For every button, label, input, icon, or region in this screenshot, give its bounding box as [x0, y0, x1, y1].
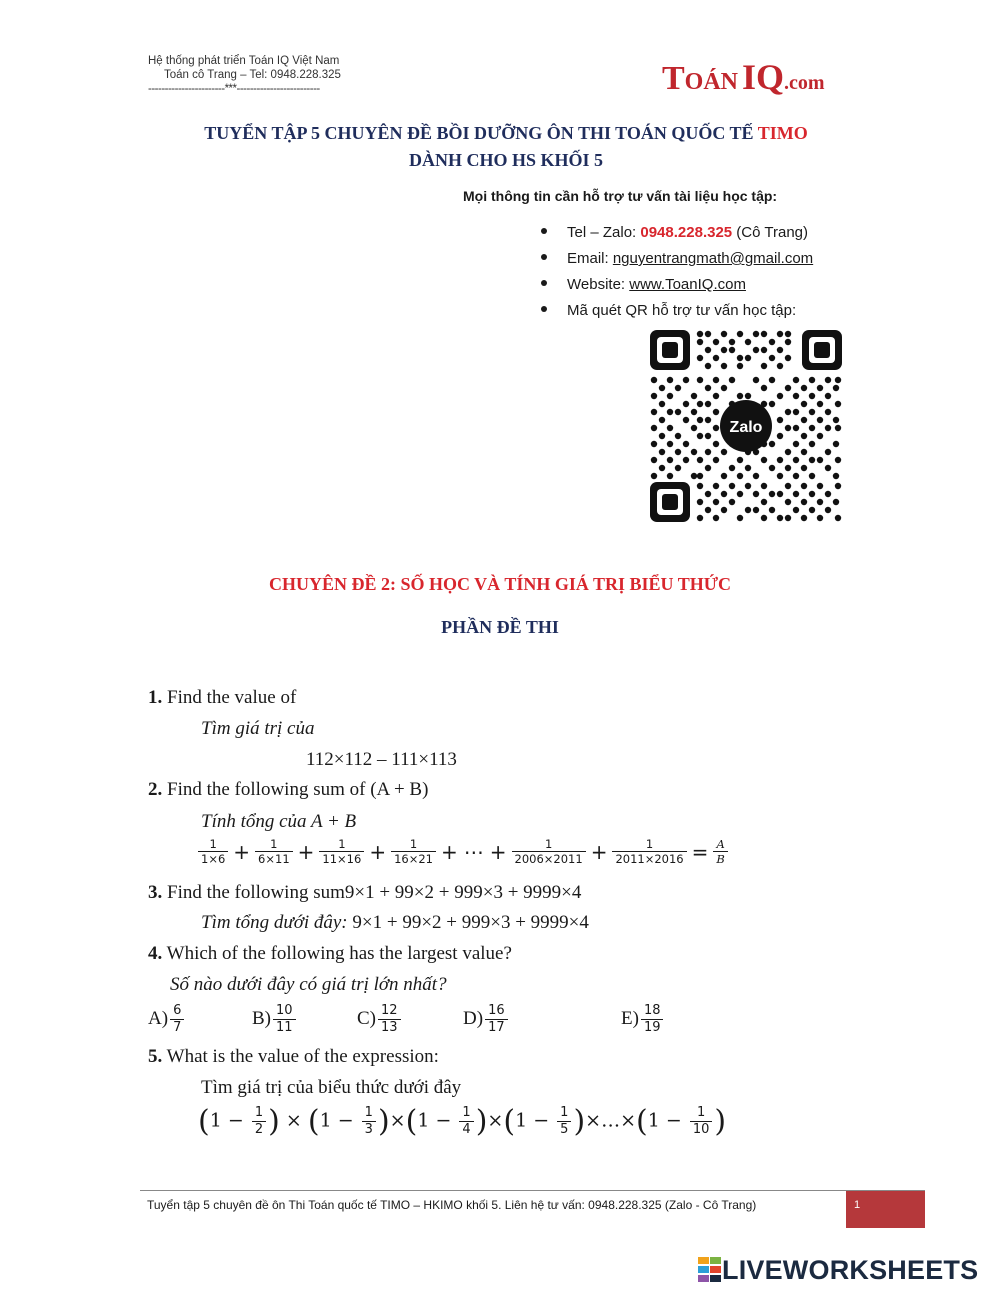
q4-option-a[interactable] [148, 1003, 186, 1036]
q2-fraction [255, 837, 293, 866]
q5-fraction [690, 1105, 713, 1138]
logo-iq: IQ [742, 57, 785, 97]
option-label: B) [252, 1007, 271, 1029]
bullet-icon [541, 280, 547, 286]
bullet-icon [541, 228, 547, 234]
qr-label: Mã quét QR hỗ trợ tư vấn học tập: [567, 302, 797, 319]
fraction-denominator: 10 [692, 1122, 710, 1137]
option-fraction [273, 1003, 296, 1036]
q4-option-d[interactable] [463, 1003, 510, 1036]
page-number-box [846, 1191, 925, 1228]
fraction-denominator: 6×11 [258, 852, 290, 866]
option-label: C) [357, 1007, 376, 1029]
fraction-denominator: 2 [254, 1122, 264, 1137]
fraction-denominator: 11×16 [322, 852, 362, 866]
times-sign: × [487, 1109, 504, 1132]
q2-fraction [198, 837, 228, 866]
q4-option-c[interactable] [357, 1003, 403, 1036]
fraction-denominator: 2006×2011 [514, 852, 583, 866]
fraction-denominator: 1×6 [201, 852, 226, 866]
q5-product-expression [198, 1104, 726, 1139]
times-sign: × [285, 1109, 302, 1132]
fraction-numerator: 1 [557, 1105, 571, 1122]
liveworksheets-logo [698, 1255, 978, 1291]
title-timo: TIMO [757, 123, 808, 143]
org-line-3: -----------------------***------------------------- [148, 83, 320, 95]
liveworksheets-text: LIVEWORKSHEETS [722, 1255, 979, 1285]
bullet-icon [541, 306, 547, 312]
option-fraction [641, 1003, 664, 1036]
fraction-numerator: 10 [273, 1003, 296, 1020]
fraction-numerator: 18 [641, 1003, 664, 1020]
fraction-denominator: 4 [462, 1122, 471, 1137]
footer-divider [140, 1190, 925, 1191]
open-paren: ( [307, 1104, 320, 1139]
title-line-2: DÀNH CHO HS KHỐI 5 [408, 150, 604, 170]
contact-heading: Mọi thông tin cần hỗ trợ tư vấn tài liệu học tập: [463, 188, 778, 204]
section-subtitle: PHẦN ĐỀ THI [441, 617, 559, 637]
plus-sign: + [297, 839, 315, 864]
title-line-1 [100, 120, 912, 147]
fraction-denominator: 13 [381, 1020, 398, 1035]
fraction-numerator: 16 [485, 1003, 508, 1020]
fraction-numerator: 1 [459, 1105, 473, 1122]
q3-vi-label: Tìm tổng dưới đây: [201, 912, 348, 933]
q2-fraction [319, 837, 364, 866]
q3-number: 3. [148, 882, 163, 903]
q2-vietnamese: Tính tổng của A + B [201, 811, 357, 832]
fraction-numerator: 1 [391, 837, 436, 852]
fraction-numerator: 1 [255, 837, 293, 852]
fraction-numerator: 1 [252, 1105, 266, 1122]
org-line-1: Hệ thống phát triển Toán IQ Việt Nam [148, 55, 340, 67]
footer-text: Tuyển tập 5 chuyên đề ôn Thi Toán quốc tế TIMO – HKIMO khối 5. Liên hệ tư vấn: 0948.228.325 (Zalo - Cô Trang) [147, 1198, 757, 1212]
q2-fraction [512, 837, 586, 866]
org-header [148, 54, 341, 96]
logo-toan: Toán [662, 60, 739, 97]
question-1 [148, 687, 296, 709]
ellipsis: … [601, 1109, 621, 1132]
one-minus: 1 − [417, 1109, 452, 1132]
option-fraction [378, 1003, 401, 1036]
one-minus: 1 − [319, 1109, 354, 1132]
logo-com: .com [784, 72, 825, 94]
q2-fraction [391, 837, 436, 866]
q4-english: Which of the following has the largest value? [162, 943, 512, 964]
one-minus: 1 − [647, 1109, 682, 1132]
q3-vi-expression: 9×1 + 99×2 + 999×3 + 9999×4 [347, 912, 589, 933]
q1-expression: 112×112 – 111×113 [306, 749, 457, 770]
fraction-numerator: 12 [378, 1003, 401, 1020]
q1-vietnamese: Tìm giá trị của [201, 718, 315, 739]
qr-code-icon [648, 328, 844, 524]
fraction-denominator: 11 [276, 1020, 293, 1035]
email-prefix: Email: [567, 250, 613, 267]
plus-sign: + [440, 839, 458, 864]
org-line-2: Toán cô Trang – Tel: 0948.228.325 [164, 69, 341, 81]
website-link[interactable]: www.ToanIQ.com [629, 276, 746, 293]
question-5 [148, 1046, 439, 1068]
q5-number: 5. [148, 1046, 163, 1067]
fraction-denominator: 17 [488, 1020, 505, 1035]
option-label: A) [148, 1007, 169, 1029]
tel-number: 0948.228.325 [640, 224, 733, 241]
contact-list [541, 224, 861, 324]
q2-result-fraction [713, 837, 727, 866]
contact-tel [541, 224, 808, 241]
page-number: 1 [854, 1199, 861, 1211]
q1-english: Find the value of [162, 687, 297, 708]
close-paren: ) [475, 1104, 488, 1139]
times-sign: × [389, 1109, 406, 1132]
q5-fraction [459, 1105, 473, 1138]
q5-vietnamese: Tìm giá trị của biểu thức dưới đây [201, 1077, 462, 1098]
contact-qr-label [541, 302, 796, 319]
option-fraction [485, 1003, 508, 1036]
plus-sign: + [369, 839, 387, 864]
fraction-numerator: 1 [362, 1105, 376, 1122]
open-paren: ( [636, 1104, 648, 1139]
q4-option-b[interactable] [252, 1003, 298, 1036]
fraction-denominator: B [716, 852, 725, 866]
fraction-denominator: 19 [643, 1020, 661, 1035]
q2-fraction [612, 837, 686, 866]
q5-fraction [252, 1105, 266, 1138]
fraction-denominator: 7 [173, 1020, 182, 1035]
question-4 [148, 943, 512, 965]
close-paren: ) [377, 1104, 390, 1139]
contact-email [541, 250, 813, 267]
plus-sign: + [233, 839, 251, 864]
bullet-icon [541, 254, 547, 260]
close-paren: ) [573, 1104, 586, 1139]
q2-english: Find the following sum of (A + B) [162, 779, 429, 800]
close-paren: ) [268, 1104, 280, 1139]
fraction-numerator: 1 [690, 1105, 713, 1122]
question-2 [148, 779, 428, 801]
q5-fraction [362, 1105, 376, 1138]
close-paren: ) [714, 1104, 727, 1139]
one-minus: 1 − [209, 1109, 244, 1132]
fraction-denominator: 3 [364, 1122, 373, 1137]
q2-sum-expression [196, 837, 730, 866]
fraction-denominator: 16×21 [394, 852, 433, 866]
toaniq-logo [662, 56, 825, 98]
section-title: CHUYÊN ĐỀ 2: SỐ HỌC VÀ TÍNH GIÁ TRỊ BIỂU THỨC [268, 574, 732, 594]
open-paren: ( [405, 1104, 418, 1139]
option-label: D) [463, 1007, 484, 1029]
liveworksheets-icon [698, 1257, 722, 1288]
fraction-numerator: 1 [198, 837, 228, 852]
q3-vietnamese [201, 912, 589, 934]
fraction-denominator: 2011×2016 [615, 852, 684, 866]
q5-fraction [557, 1105, 571, 1138]
times-sign: × [620, 1109, 637, 1132]
fraction-numerator: 1 [612, 837, 686, 852]
q2-ellipsis: ⋯ [463, 839, 484, 864]
one-minus: 1 − [515, 1109, 550, 1132]
q4-vietnamese: Số nào dưới đây có giá trị lớn nhất? [170, 974, 447, 995]
open-paren: ( [198, 1104, 210, 1139]
fraction-numerator: 1 [512, 837, 586, 852]
contact-website [541, 276, 746, 293]
question-3 [148, 882, 581, 904]
option-fraction [170, 1003, 184, 1036]
q4-option-e[interactable] [621, 1003, 665, 1036]
fraction-numerator: 6 [170, 1003, 184, 1020]
document-title [100, 120, 912, 174]
plus-sign: + [489, 839, 507, 864]
q3-english: Find the following sum9×1 + 99×2 + 999×3 + 9999×4 [162, 882, 582, 903]
zalo-qr-code [648, 328, 844, 524]
plus-sign: + [590, 839, 608, 864]
website-prefix: Website: [567, 276, 630, 293]
q4-number: 4. [148, 943, 163, 964]
title-prefix: TUYỂN TẬP 5 CHUYÊN ĐỀ BỒI DƯỠNG ÔN THI TOÁN QUỐC TẾ [204, 123, 758, 143]
qr-zalo-text: Zalo [729, 419, 763, 436]
q2-number: 2. [148, 779, 163, 800]
fraction-denominator: 5 [560, 1122, 569, 1137]
email-link[interactable]: nguyentrangmath@gmail.com [612, 250, 814, 267]
times-sign: × [585, 1109, 602, 1132]
open-paren: ( [503, 1104, 516, 1139]
tel-suffix: (Cô Trang) [732, 224, 808, 241]
option-label: E) [621, 1007, 639, 1029]
fraction-numerator: 1 [319, 837, 364, 852]
q1-number: 1. [148, 687, 163, 708]
tel-prefix: Tel – Zalo: [567, 224, 641, 241]
fraction-numerator: A [713, 837, 727, 852]
q5-english: What is the value of the expression: [162, 1046, 439, 1067]
equals-sign: = [691, 839, 709, 864]
